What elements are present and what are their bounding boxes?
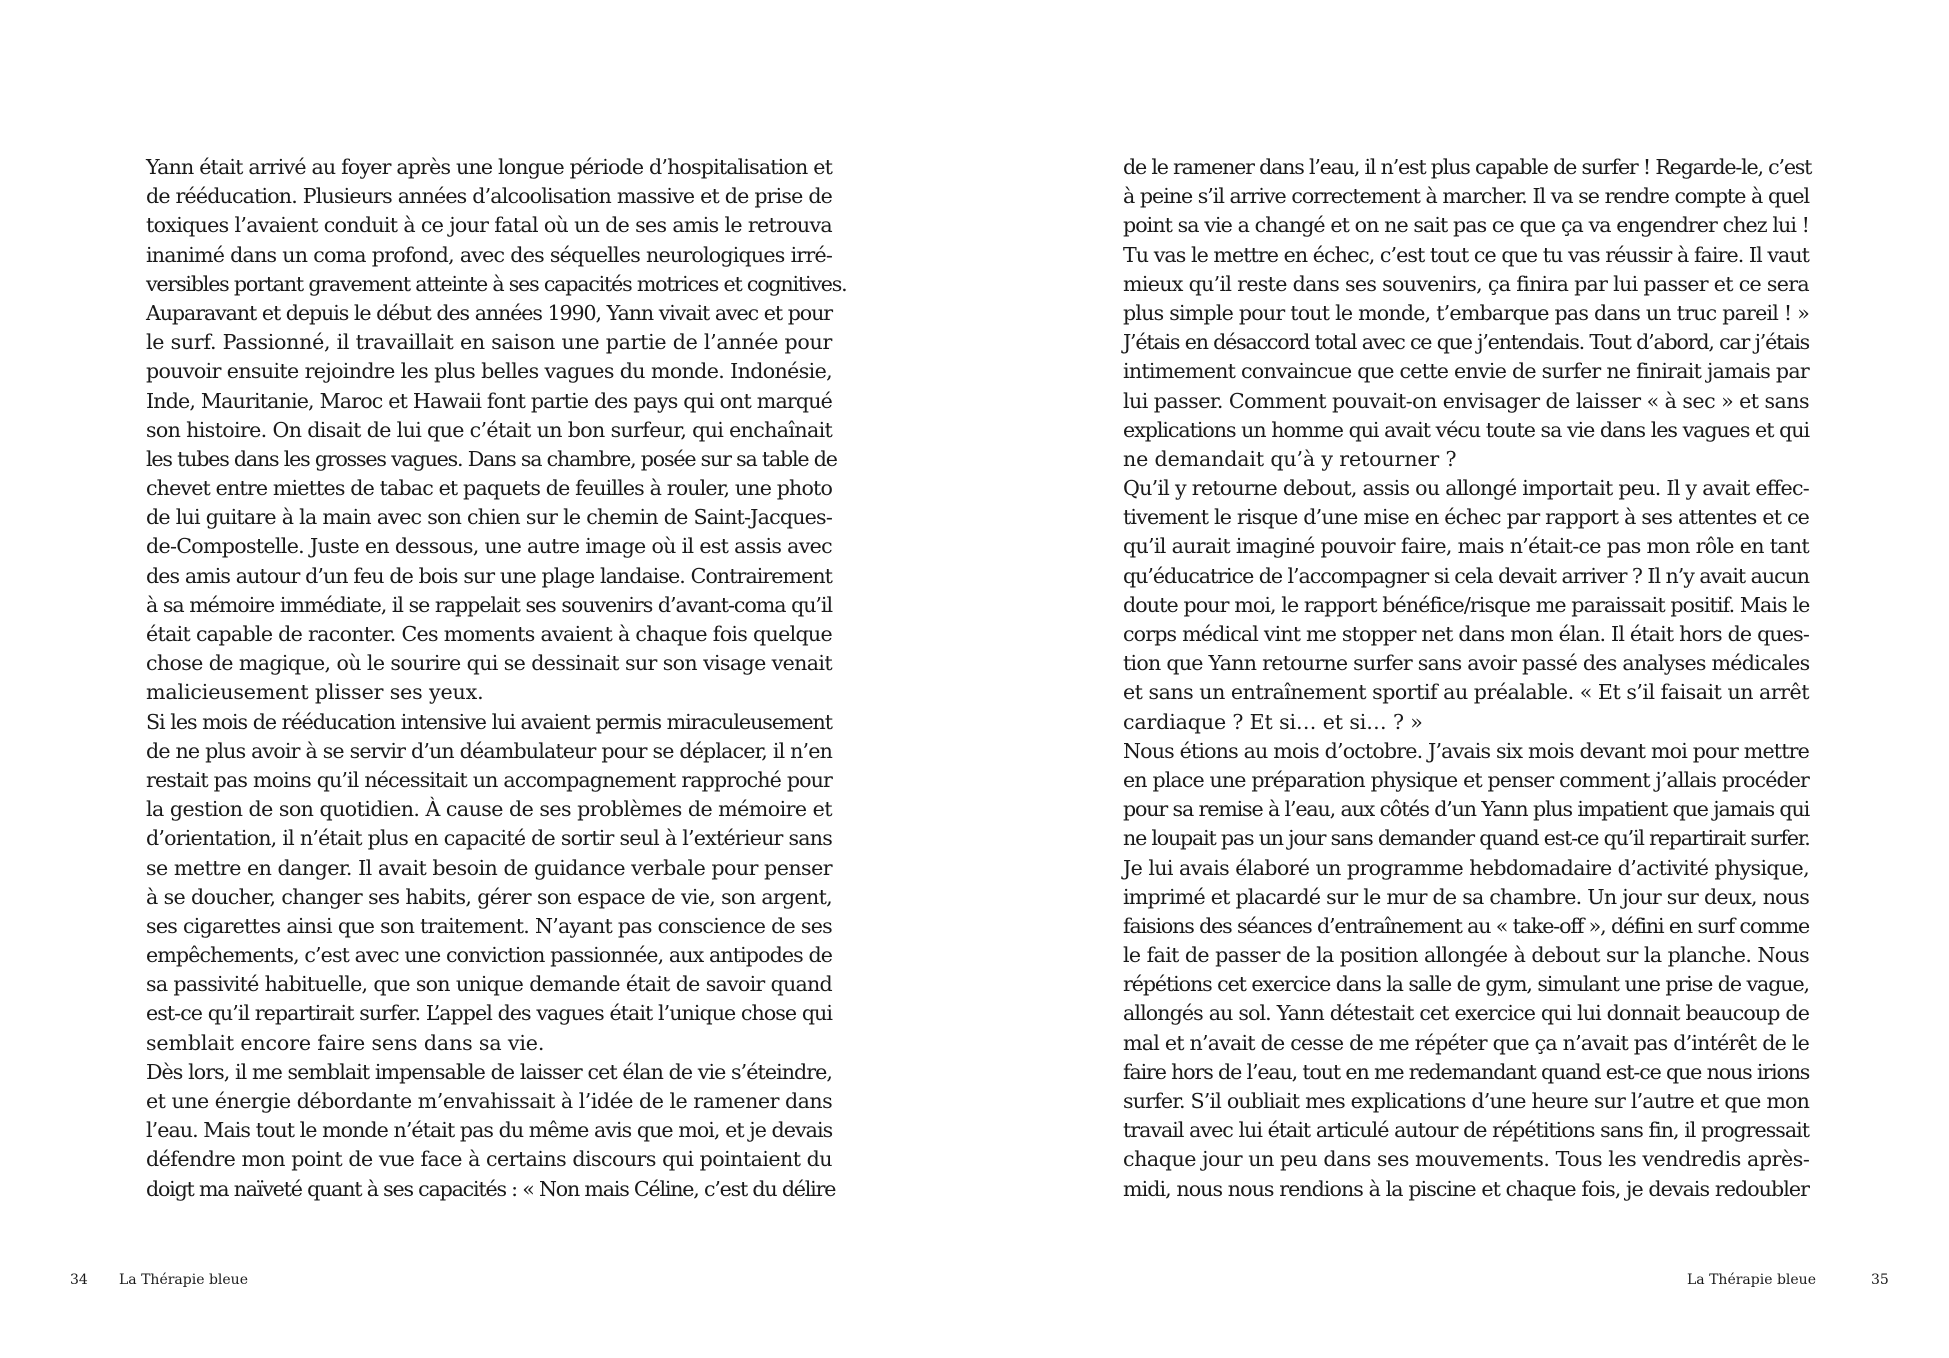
text-line: J’étais en désaccord total avec ce que j’entendais. Tout d’abord, car j’étais (1123, 330, 1809, 355)
text-line: qu’éducatrice de l’accompagner si cela devait arriver ? Il n’y avait aucun (1123, 563, 1809, 588)
text-line: cardiaque ? Et si… et si… ? » (1123, 709, 1423, 734)
text-line: son histoire. On disait de lui que c’était un bon surfeur, qui enchaînait (146, 417, 833, 442)
text-line: à se doucher, changer ses habits, gérer son espace de vie, son argent, (146, 884, 832, 909)
text-line: mieux qu’il reste dans ses souvenirs, ça finira par lui passer et ce sera (1123, 271, 1809, 296)
text-line: en place une préparation physique et penser comment j’allais procéder (1123, 767, 1809, 792)
text-line: corps médical vint me stopper net dans mon élan. Il était hors de ques- (1123, 622, 1809, 646)
text-line: est-ce qu’il repartirait surfer. L’appel des vagues était l’unique chose qui (146, 1001, 832, 1026)
text-line: de le ramener dans l’eau, il n’est plus capable de surfer ! Regarde-le, c’est (1123, 155, 1812, 179)
text-line: imprimé et placardé sur le mur de sa chambre. Un jour sur deux, nous (1123, 884, 1809, 909)
text-line: de-Compostelle. Juste en dessous, une autre image où il est assis avec (146, 534, 832, 559)
text-line: Je lui avais élaboré un programme hebdomadaire d’activité physique, (1123, 855, 1809, 880)
text-line: sa passivité habituelle, que son unique demande était de savoir quand (146, 972, 832, 997)
text-line: tion que Yann retourne surfer sans avoir passé des analyses médicales (1123, 651, 1810, 676)
text-line: chaque jour un peu dans ses mouvements. Tous les vendredis après- (1123, 1147, 1810, 1172)
text-line: Inde, Mauritanie, Maroc et Hawaii font partie des pays qui ont marqué (146, 388, 832, 413)
text-line: Auparavant et depuis le début des années 1990, Yann vivait avec et pour (146, 300, 832, 325)
text-line: versibles portant gravement atteinte à ses capacités motrices et cognitives. (146, 271, 847, 296)
text-line: de ne plus avoir à se servir d’un déambulateur pour se déplacer, il n’en (146, 738, 832, 763)
text-line: travail avec lui était articulé autour de répétitions sans fin, il progressait (1123, 1118, 1809, 1143)
text-line: restait pas moins qu’il nécessitait un accompagnement rapproché pour (146, 767, 832, 792)
text-line: chose de magique, où le sourire qui se dessinait sur son visage venait (146, 651, 832, 676)
text-line: doute pour moi, le rapport bénéfice/risque me paraissait positif. Mais le (1123, 592, 1810, 617)
left-text-block (146, 153, 847, 1204)
text-line: le surf. Passionné, il travaillait en saison une partie de l’année pour (146, 330, 832, 355)
text-line: ne demandait qu’à y retourner ? (1123, 446, 1457, 471)
text-line: Tu vas le mettre en échec, c’est tout ce que tu vas réussir à faire. Il vaut (1123, 242, 1809, 267)
text-line: le fait de passer de la position allongée à debout sur la planche. Nous (1123, 943, 1809, 968)
right-text-block (1123, 153, 1812, 1204)
text-line: défendre mon point de vue face à certains discours qui pointaient du (146, 1147, 832, 1172)
text-line: inanimé dans un coma profond, avec des séquelles neurologiques irré- (146, 242, 832, 267)
text-line: toxiques l’avaient conduit à ce jour fatal où un de ses amis le retrouva (146, 213, 832, 238)
text-line: qu’il aurait imaginé pouvoir faire, mais n’était-ce pas mon rôle en tant (1123, 534, 1809, 559)
text-line: se mettre en danger. Il avait besoin de guidance verbale pour penser (146, 855, 832, 880)
text-line: faire hors de l’eau, tout en me redemandant quand est-ce que nous irions (1123, 1059, 1810, 1084)
text-line: explications un homme qui avait vécu toute sa vie dans les vagues et qui (1123, 417, 1809, 442)
text-line: intimement convaincue que cette envie de surfer ne finirait jamais par (1123, 359, 1809, 384)
text-line: tivement le risque d’une mise en échec par rapport à ses attentes et ce (1123, 505, 1809, 530)
text-line: chevet entre miettes de tabac et paquets de feuilles à rouler, une photo (146, 476, 832, 501)
text-line: midi, nous nous rendions à la piscine et chaque fois, je devais redoubler (1123, 1176, 1809, 1201)
text-line: empêchements, c’est avec une conviction passionnée, aux antipodes de (146, 943, 833, 968)
text-line: doigt ma naïveté quant à ses capacités : « Non mais Céline, c’est du délire (146, 1176, 836, 1201)
text-line: Si les mois de rééducation intensive lui avaient permis miraculeusement (146, 709, 832, 734)
page-number: 34 (70, 1272, 88, 1288)
text-line: des amis autour d’un feu de bois sur une plage landaise. Contrairement (146, 563, 832, 588)
text-line: semblait encore faire sens dans sa vie. (146, 1030, 545, 1055)
text-line: Qu’il y retourne debout, assis ou allongé importait peu. Il y avait effec- (1123, 476, 1809, 501)
text-line: faisions des séances d’entraînement au « take-off », défini en surf comme (1123, 913, 1809, 938)
text-line: plus simple pour tout le monde, t’embarque pas dans un truc pareil ! » (1123, 300, 1809, 325)
text-line: de lui guitare à la main avec son chien sur le chemin de Saint-Jacques- (146, 505, 832, 530)
text-line: les tubes dans les grosses vagues. Dans sa chambre, posée sur sa table de (146, 446, 837, 471)
text-line: répétions cet exercice dans la salle de gym, simulant une prise de vague, (1123, 972, 1809, 997)
text-line: Dès lors, il me semblait impensable de laisser cet élan de vie s’éteindre, (146, 1059, 832, 1084)
text-line: d’orientation, il n’était plus en capacité de sortir seul à l’extérieur sans (146, 826, 832, 851)
text-line: Nous étions au mois d’octobre. J’avais six mois devant moi pour mettre (1123, 738, 1809, 763)
text-line: allongés au sol. Yann détestait cet exercice qui lui donnait beaucoup de (1123, 1001, 1809, 1026)
left-page (0, 0, 974, 1358)
text-line: et une énergie débordante m’envahissait à l’idée de le ramener dans (146, 1089, 833, 1113)
text-line: lui passer. Comment pouvait-on envisager de laisser « à sec » et sans (1123, 388, 1809, 413)
right-page (975, 0, 1949, 1358)
text-line: à sa mémoire immédiate, il se rappelait ses souvenirs d’avant-coma qu’il (146, 592, 832, 617)
text-line: ses cigarettes ainsi que son traitement. N’ayant pas conscience de ses (146, 913, 832, 938)
text-line: et sans un entraînement sportif au préalable. « Et s’il faisait un arrêt (1123, 680, 1809, 705)
text-line: de rééducation. Plusieurs années d’alcoolisation massive et de prise de (146, 184, 832, 209)
text-line: pouvoir ensuite rejoindre les plus belles vagues du monde. Indonésie, (146, 359, 832, 384)
text-line: était capable de raconter. Ces moments avaient à chaque fois quelque (146, 622, 832, 646)
text-line: Yann était arrivé au foyer après une longue période d’hospitalisation et (146, 155, 832, 179)
text-line: à peine s’il arrive correctement à marcher. Il va se rendre compte à quel (1123, 184, 1809, 209)
text-line: mal et n’avait de cesse de me répéter que ça n’avait pas d’intérêt de le (1123, 1030, 1809, 1055)
running-title: La Thérapie bleue (1687, 1272, 1816, 1288)
text-line: la gestion de son quotidien. À cause de ses problèmes de mémoire et (146, 797, 832, 822)
running-title: La Thérapie bleue (119, 1272, 248, 1288)
text-line: surfer. S’il oubliait mes explications d’une heure sur l’autre et que mon (1123, 1089, 1809, 1113)
text-line: l’eau. Mais tout le monde n’était pas du même avis que moi, et je devais (146, 1118, 833, 1143)
text-line: malicieusement plisser ses yeux. (146, 680, 484, 705)
text-line: point sa vie a changé et on ne sait pas ce que ça va engendrer chez lui ! (1123, 213, 1809, 238)
page-number: 35 (1871, 1272, 1889, 1288)
text-line: pour sa remise à l’eau, aux côtés d’un Yann plus impatient que jamais qui (1123, 797, 1809, 822)
text-line: ne loupait pas un jour sans demander quand est-ce qu’il repartirait surfer. (1123, 826, 1810, 851)
